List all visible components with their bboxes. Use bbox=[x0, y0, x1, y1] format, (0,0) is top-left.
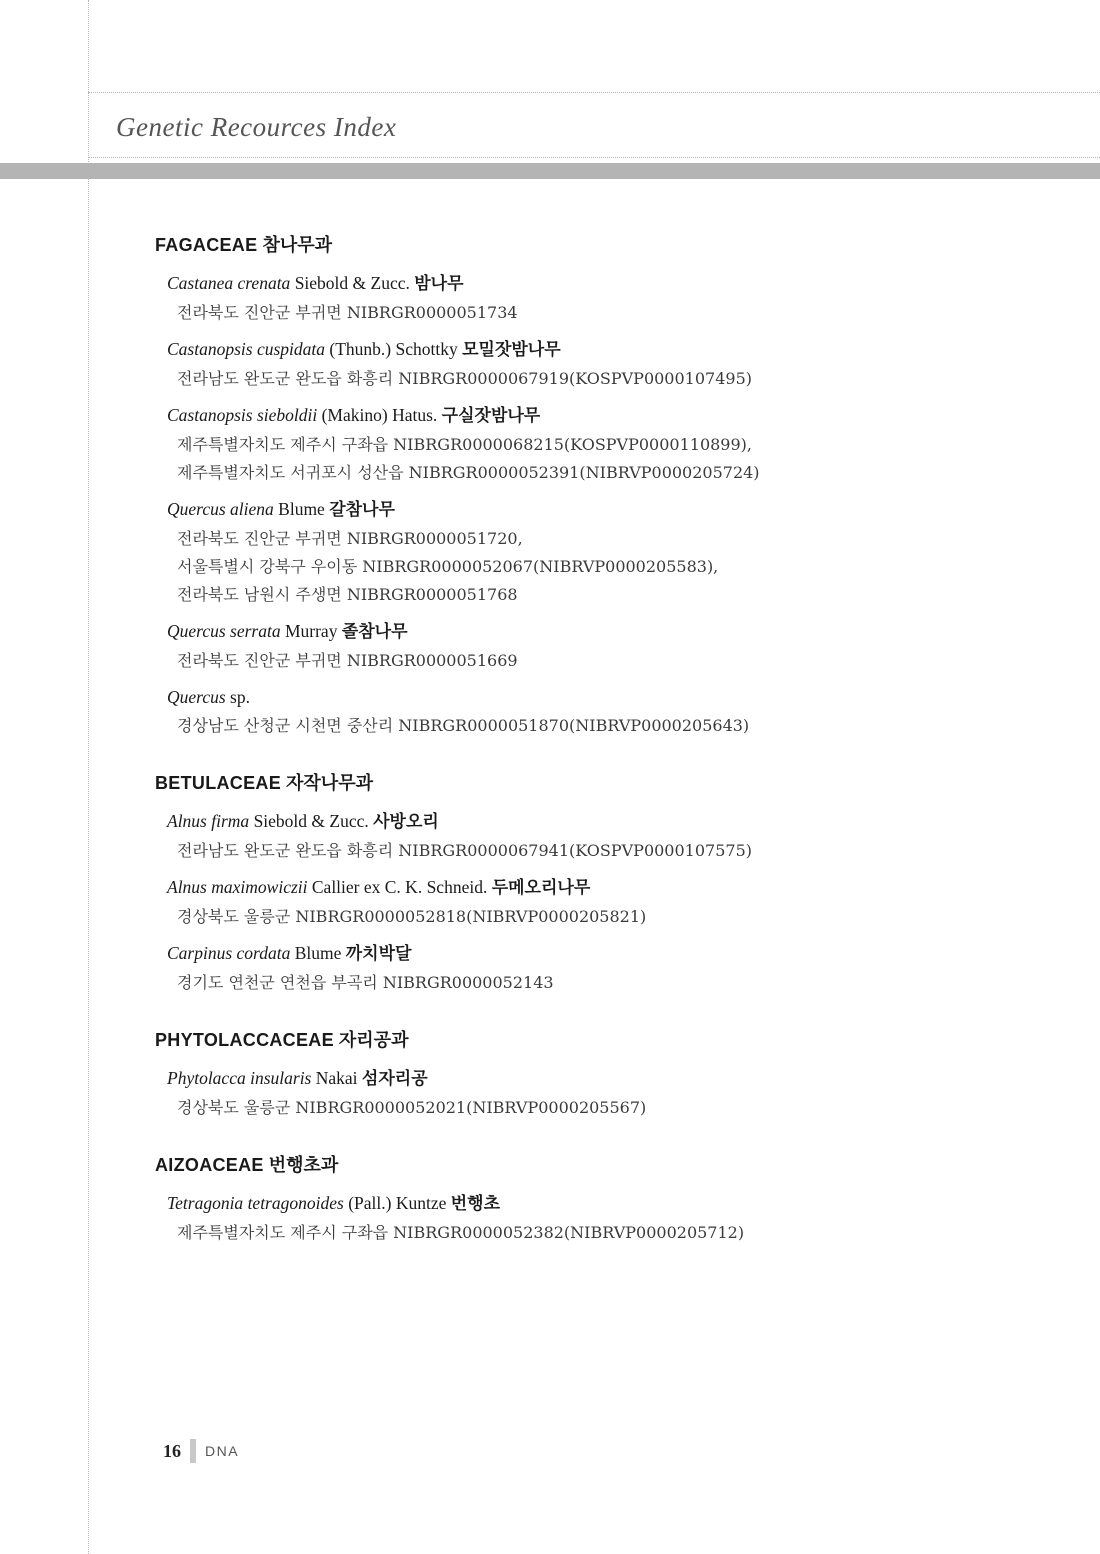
family-latin-name: FAGACEAE bbox=[155, 235, 258, 255]
header-top-dotted-rule bbox=[88, 92, 1100, 93]
species-korean-name: 모밀잣밤나무 bbox=[462, 340, 561, 360]
species-author: sp. bbox=[230, 687, 250, 707]
location-record: 전라북도 진안군 부귀면 NIBRGR0000051734 bbox=[177, 303, 518, 322]
species-epithet: firma bbox=[211, 811, 250, 831]
species-locations bbox=[177, 903, 1075, 931]
species-author: Murray bbox=[284, 621, 338, 641]
species-korean-name: 갈참나무 bbox=[329, 500, 395, 520]
species-author: Blume bbox=[278, 499, 325, 519]
species-korean-name: 까치박달 bbox=[345, 944, 412, 964]
family-latin-name: PHYTOLACCACEAE bbox=[155, 1030, 334, 1050]
species-entry bbox=[167, 403, 1075, 487]
family-group bbox=[155, 770, 1075, 997]
species-name-line bbox=[167, 1066, 1075, 1091]
species-epithet: crenata bbox=[237, 273, 291, 293]
species-entry bbox=[167, 1066, 1075, 1122]
species-epithet: cordata bbox=[236, 943, 291, 963]
species-locations bbox=[177, 647, 1075, 675]
species-epithet: tetragonoides bbox=[247, 1193, 344, 1213]
species-entry bbox=[167, 271, 1075, 327]
species-entry bbox=[167, 337, 1075, 393]
family-latin-name: AIZOACEAE bbox=[155, 1155, 264, 1175]
species-entry bbox=[167, 497, 1075, 609]
location-record: 제주특별자치도 서귀포시 성산읍 NIBRGR0000052391(NIBRVP0000205724) bbox=[177, 463, 760, 482]
species-genus: Castanea bbox=[167, 273, 234, 293]
footer-section-label: DNA bbox=[205, 1443, 240, 1459]
species-locations bbox=[177, 1094, 1075, 1122]
species-locations bbox=[177, 431, 1075, 487]
family-group bbox=[155, 1027, 1075, 1122]
species-genus: Tetragonia bbox=[167, 1193, 244, 1213]
family-korean-name: 자작나무과 bbox=[286, 773, 373, 793]
species-korean-name: 밤나무 bbox=[414, 274, 464, 294]
location-record: 전라북도 남원시 주생면 NIBRGR0000051768 bbox=[177, 585, 518, 604]
location-record: 전라남도 완도군 완도읍 화흥리 NIBRGR0000067941(KOSPVP0000107575) bbox=[177, 841, 752, 860]
species-genus: Alnus bbox=[167, 811, 207, 831]
species-author: Nakai bbox=[315, 1068, 358, 1088]
species-genus: Castanopsis bbox=[167, 405, 253, 425]
location-record: 경기도 연천군 연천읍 부곡리 NIBRGR0000052143 bbox=[177, 973, 554, 992]
species-locations bbox=[177, 365, 1075, 393]
species-author: (Makino) Hatus. bbox=[321, 405, 438, 425]
family-heading bbox=[155, 1027, 1075, 1053]
species-name-line bbox=[167, 403, 1075, 428]
species-name-line bbox=[167, 619, 1075, 644]
species-epithet: maximowiczii bbox=[211, 877, 308, 897]
species-name-line bbox=[167, 337, 1075, 362]
page-number: 16 bbox=[163, 1440, 181, 1461]
species-entry bbox=[167, 685, 1075, 740]
species-korean-name: 두메오리나무 bbox=[491, 878, 591, 898]
species-locations bbox=[177, 969, 1075, 997]
species-name-line bbox=[167, 685, 1075, 709]
location-record: 경상북도 울릉군 NIBRGR0000052818(NIBRVP0000205821) bbox=[177, 907, 647, 926]
species-genus: Alnus bbox=[167, 877, 207, 897]
location-record: 제주특별자치도 제주시 구좌읍 NIBRGR0000068215(KOSPVP0000110899), bbox=[177, 435, 752, 454]
species-genus: Quercus bbox=[167, 687, 226, 707]
species-entry bbox=[167, 619, 1075, 675]
location-record: 전라북도 진안군 부귀면 NIBRGR0000051720, bbox=[177, 529, 523, 548]
species-epithet: insularis bbox=[250, 1068, 312, 1088]
species-locations bbox=[177, 837, 1075, 865]
footer-divider-bar bbox=[190, 1439, 196, 1463]
location-record: 제주특별자치도 제주시 구좌읍 NIBRGR0000052382(NIBRVP0000205712) bbox=[177, 1223, 745, 1242]
family-latin-name: BETULACEAE bbox=[155, 773, 282, 793]
species-genus: Castanopsis bbox=[167, 339, 253, 359]
species-genus: Quercus bbox=[167, 499, 226, 519]
location-record: 전라북도 진안군 부귀면 NIBRGR0000051669 bbox=[177, 651, 518, 670]
location-record: 경상북도 울릉군 NIBRGR0000052021(NIBRVP0000205567) bbox=[177, 1098, 647, 1117]
species-name-line bbox=[167, 497, 1075, 522]
page-footer bbox=[163, 1438, 239, 1464]
family-heading bbox=[155, 1152, 1075, 1178]
family-heading bbox=[155, 770, 1075, 796]
species-entry bbox=[167, 875, 1075, 931]
species-epithet: sieboldii bbox=[256, 405, 318, 425]
location-record: 경상남도 산청군 시천면 중산리 NIBRGR0000051870(NIBRVP0000205643) bbox=[177, 716, 750, 735]
species-author: Siebold & Zucc. bbox=[294, 273, 410, 293]
species-name-line bbox=[167, 271, 1075, 296]
species-korean-name: 섬자리공 bbox=[361, 1069, 428, 1089]
species-genus: Carpinus bbox=[167, 943, 233, 963]
header-gray-band bbox=[0, 163, 1100, 179]
family-korean-name: 자리공과 bbox=[338, 1030, 409, 1050]
species-korean-name: 졸참나무 bbox=[341, 622, 408, 642]
species-author: Blume bbox=[294, 943, 342, 963]
species-genus: Phytolacca bbox=[167, 1068, 246, 1088]
species-epithet: serrata bbox=[230, 621, 281, 641]
family-group bbox=[155, 232, 1075, 740]
species-korean-name: 번행초 bbox=[450, 1194, 501, 1214]
family-heading bbox=[155, 232, 1075, 258]
species-locations bbox=[177, 299, 1075, 327]
species-author: Siebold & Zucc. bbox=[253, 811, 369, 831]
species-locations bbox=[177, 525, 1075, 609]
species-author: Callier ex C. K. Schneid. bbox=[311, 877, 488, 897]
family-korean-name: 참나무과 bbox=[262, 235, 332, 255]
running-header-title: Genetic Recources Index bbox=[116, 112, 397, 142]
location-record: 서울특별시 강북구 우이동 NIBRGR0000052067(NIBRVP0000205583), bbox=[177, 557, 719, 576]
species-locations bbox=[177, 1219, 1075, 1247]
species-korean-name: 사방오리 bbox=[373, 812, 439, 832]
species-epithet: cuspidata bbox=[256, 339, 326, 359]
index-content bbox=[155, 232, 1075, 1277]
species-entry bbox=[167, 1191, 1075, 1247]
species-name-line bbox=[167, 1191, 1075, 1216]
species-entry bbox=[167, 809, 1075, 865]
family-korean-name: 번행초과 bbox=[268, 1155, 339, 1175]
species-epithet: aliena bbox=[230, 499, 274, 519]
species-name-line bbox=[167, 809, 1075, 834]
species-locations bbox=[177, 712, 1075, 740]
species-name-line bbox=[167, 875, 1075, 900]
header-bottom-dotted-rule bbox=[88, 157, 1100, 158]
location-record: 전라남도 완도군 완도읍 화흥리 NIBRGR0000067919(KOSPVP0000107495) bbox=[177, 369, 752, 388]
species-genus: Quercus bbox=[167, 621, 226, 641]
species-korean-name: 구실잣밤나무 bbox=[441, 406, 541, 426]
left-dotted-margin-line bbox=[88, 0, 89, 1554]
family-group bbox=[155, 1152, 1075, 1247]
species-name-line bbox=[167, 941, 1075, 966]
species-author: (Thunb.) Schottky bbox=[329, 339, 458, 359]
species-author: (Pall.) Kuntze bbox=[348, 1193, 447, 1213]
species-entry bbox=[167, 941, 1075, 997]
